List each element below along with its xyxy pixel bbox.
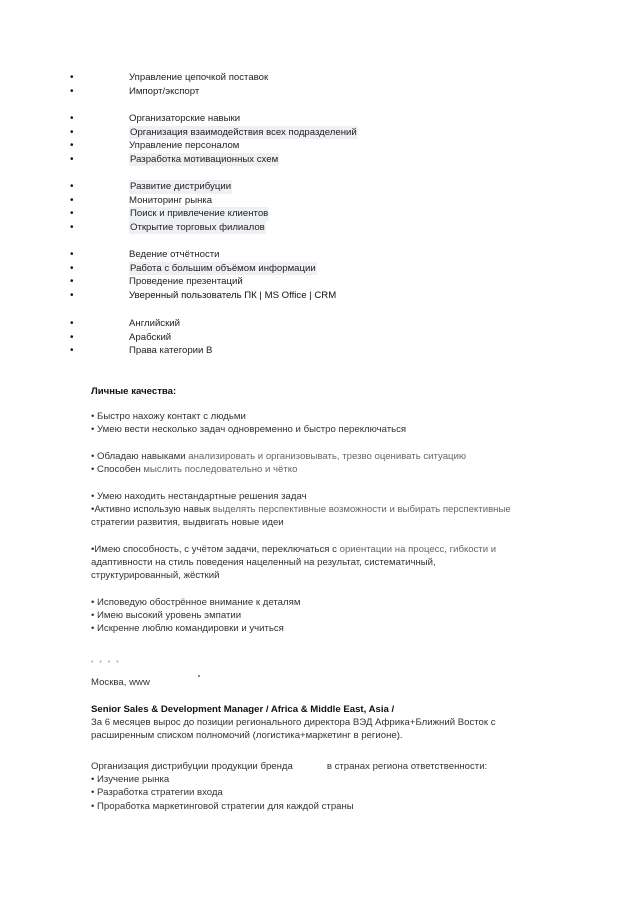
experience-entry	[91, 703, 561, 743]
bullet-icon: •	[70, 72, 74, 83]
skill-label: Организаторские навыки	[129, 113, 241, 124]
quality-item-lead: • Способен	[91, 464, 144, 476]
quality-item-cont: адаптивности на стиль поведения нацеленный на результат, систематичный,	[91, 557, 436, 569]
quality-item-rest: мыслить последовательно и чётко	[143, 464, 298, 476]
skill-item	[0, 248, 629, 262]
experience-distribution	[91, 760, 561, 813]
quality-item-cont: стратегии развития, выдвигать новые идеи	[91, 517, 284, 529]
bullet-icon: •	[70, 221, 74, 233]
quality-item: • Умею вести несколько задач одновременно и быстро переключаться	[91, 424, 407, 436]
job-description: расширенным списком полномочий (логистика+маркетинг в регионе).	[91, 730, 403, 742]
bullet-icon: •	[70, 318, 74, 329]
skills-group-languages	[0, 317, 629, 358]
faded-dates: • • • •	[91, 659, 121, 666]
bullet-icon: •	[70, 194, 74, 206]
redaction-mark	[198, 675, 200, 677]
quality-item	[91, 503, 561, 516]
quality-item: • Исповедую обострённое внимание к деталям	[91, 597, 301, 608]
quality-item-lead: •Имею способность, с учётом задачи, переключаться с	[91, 544, 340, 555]
task-item: • Изучение рынка	[91, 774, 170, 786]
quality-item: • Умею находить нестандартные решения задач	[91, 491, 307, 502]
skill-label: Работа с большим объёмом информации	[130, 262, 316, 274]
personal-qualities-section	[91, 385, 561, 398]
experience-location-row	[91, 676, 561, 689]
skills-group-distribution	[0, 180, 629, 234]
skill-item	[0, 275, 629, 289]
bullet-icon: •	[70, 249, 74, 260]
quality-item	[91, 450, 561, 463]
quality-item-lead: •Активно использую навык	[91, 504, 213, 516]
personal-block-3	[91, 490, 561, 530]
bullet-icon: •	[70, 289, 74, 301]
skill-label: Управление цепочкой поставок	[129, 72, 269, 83]
bullet-icon: •	[70, 181, 74, 192]
skill-item	[0, 262, 629, 276]
redacted-brand	[293, 761, 327, 769]
skill-label: Уверенный пользователь ПК | MS Office | CRM	[129, 289, 337, 301]
quality-item: • Искренне люблю командировки и учиться	[91, 623, 284, 635]
experience-dots	[91, 656, 561, 669]
skill-label: Ведение отчётности	[129, 249, 220, 260]
bullet-icon: •	[70, 126, 74, 138]
skill-item	[0, 317, 629, 331]
skill-item	[0, 207, 629, 221]
distribution-rest: в странах региона ответственности:	[326, 761, 488, 772]
skills-group-supply	[0, 71, 629, 98]
quality-item-lead: • Обладаю навыками	[91, 451, 189, 462]
skill-item	[0, 71, 629, 85]
personal-block-5	[91, 596, 561, 636]
skill-item	[0, 221, 629, 235]
job-title: Senior Sales & Development Manager / Africa & Middle East, Asia /	[91, 704, 395, 715]
quality-item	[91, 543, 561, 556]
skills-group-reporting	[0, 248, 629, 302]
skill-item	[0, 344, 629, 358]
job-description: За 6 месяцев вырос до позиции регионального директора ВЭД Африка+Ближний Восток с	[91, 717, 496, 729]
bullet-icon: •	[70, 113, 74, 124]
personal-block-4	[91, 543, 561, 583]
skill-label: Права категории B	[129, 345, 213, 357]
skill-item	[0, 194, 629, 208]
skill-label: Развитие дистрибуции	[130, 181, 232, 192]
quality-item: • Быстро нахожу контакт с людьми	[91, 411, 246, 422]
bullet-icon: •	[70, 276, 74, 288]
distribution-lead: Организация дистрибуции продукции бренда	[91, 761, 293, 772]
personal-block-1	[91, 410, 561, 436]
skill-item	[0, 153, 629, 167]
quality-item-rest: анализировать и организовывать, трезво оценивать ситуацию	[188, 451, 467, 462]
quality-item-rest: ориентации на процесс, гибкости и	[339, 544, 497, 555]
task-item: • Разработка стратегии входа	[91, 787, 223, 799]
company-location: Москва, www	[91, 677, 150, 688]
bullet-icon: •	[70, 345, 74, 357]
skill-item	[0, 180, 629, 194]
quality-item-cont: структурированный, жёсткий	[91, 570, 220, 582]
personal-qualities-title: Личные качества:	[91, 386, 177, 397]
skills-group-management	[0, 112, 629, 166]
bullet-icon: •	[70, 331, 74, 343]
quality-item	[91, 463, 561, 476]
bullet-icon: •	[70, 262, 74, 274]
skill-item	[0, 289, 629, 303]
bullet-icon: •	[70, 85, 74, 97]
skill-label: Арабский	[129, 331, 172, 343]
skill-item	[0, 139, 629, 153]
bullet-icon: •	[70, 140, 74, 152]
skill-item	[0, 126, 629, 140]
skill-item	[0, 112, 629, 126]
skill-label: Английский	[129, 318, 181, 329]
bullet-icon: •	[70, 153, 74, 165]
skill-label: Управление персоналом	[129, 140, 240, 152]
skill-label: Поиск и привлечение клиентов	[130, 208, 269, 220]
skill-label: Импорт/экспорт	[129, 85, 200, 97]
skill-label: Мониторинг рынка	[129, 194, 213, 206]
distribution-line	[91, 760, 561, 773]
skill-item	[0, 331, 629, 345]
skill-item	[0, 85, 629, 99]
skill-label: Открытие торговых филиалов	[130, 221, 265, 233]
quality-item-rest: выделять перспективные возможности и выбирать перспективные	[212, 504, 511, 516]
skill-label: Проведение презентаций	[129, 276, 243, 288]
task-item: • Проработка маркетинговой стратегии для каждой страны	[91, 800, 354, 812]
skill-label: Организация взаимодействия всех подразделений	[130, 126, 357, 138]
bullet-icon: •	[70, 208, 74, 220]
skill-label: Разработка мотивационных схем	[130, 153, 279, 165]
personal-block-2	[91, 450, 561, 476]
quality-item: • Имею высокий уровень эмпатии	[91, 610, 242, 622]
